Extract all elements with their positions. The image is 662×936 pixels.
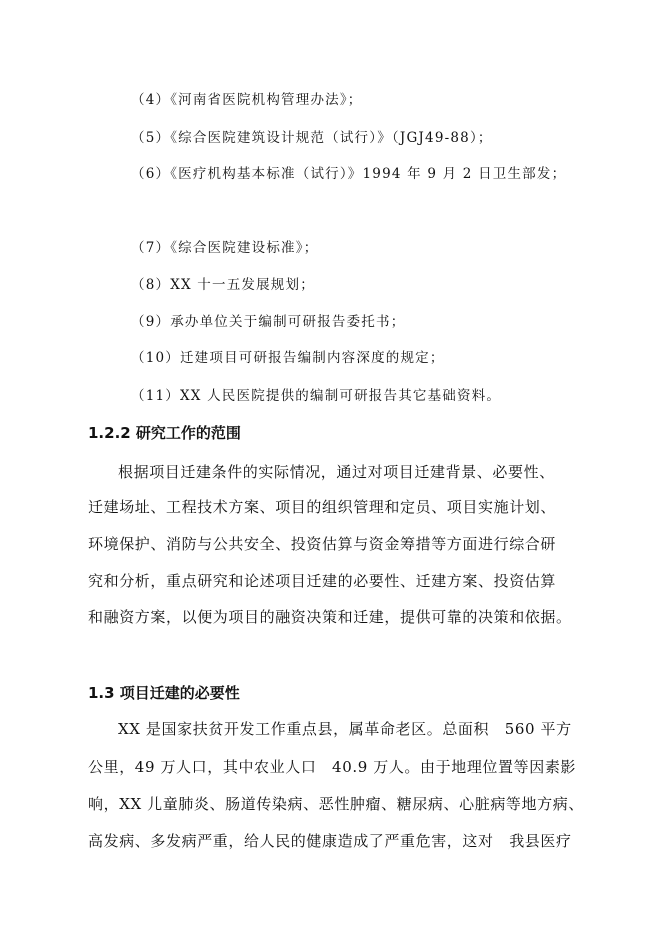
reference-item: （10）迁建项目可研报告编制内容深度的规定；	[131, 350, 445, 366]
paragraph-line: 高发病、多发病严重，给人民的健康造成了严重危害，这对 我县医疗	[88, 832, 572, 850]
paragraph-line: 究和分析，重点研究和论述项目迁建的必要性、迁建方案、投资估算	[88, 572, 557, 590]
reference-item: （8）XX 十一五发展规划；	[131, 277, 315, 293]
paragraph-line: 公里，49 万人口，其中农业人口 40.9 万人。由于地理位置等因素影	[88, 758, 577, 776]
paragraph-line: 环境保护、消防与公共安全、投资估算与资金筹措等方面进行综合研	[88, 535, 557, 553]
section-heading-1-2-2: 1.2.2 研究工作的范围	[88, 424, 241, 442]
paragraph-line: XX 是国家扶贫开发工作重点县，属革命老区。总面积 560 平方	[118, 720, 572, 738]
paragraph-line: 响，XX 儿童肺炎、肠道传染病、恶性肿瘤、糖尿病、心脏病等地方病、	[88, 795, 584, 813]
reference-item: （4）《河南省医院机构管理办法》；	[131, 92, 363, 108]
section-heading-1-3: 1.3 项目迁建的必要性	[88, 684, 240, 702]
reference-item: （6）《医疗机构基本标准（试行）》1994 年 9 月 2 日卫生部发；	[131, 166, 567, 182]
paragraph-line: 根据项目迁建条件的实际情况，通过对项目迁建背景、必要性、	[118, 463, 555, 481]
reference-item: （11）XX 人民医院提供的编制可研报告其它基础资料。	[131, 388, 502, 404]
reference-item: （5）《综合医院建筑设计规范（试行）》（JGJ49-88）；	[131, 130, 493, 146]
paragraph-line: 和融资方案，以便为项目的融资决策和迁建，提供可靠的决策和依据。	[88, 608, 572, 626]
reference-item: （7）《综合医院建设标准》；	[131, 240, 319, 256]
paragraph-line: 迁建场址、工程技术方案、项目的组织管理和定员、项目实施计划、	[88, 498, 557, 516]
reference-item: （9）承办单位关于编制可研报告委托书；	[131, 314, 406, 330]
